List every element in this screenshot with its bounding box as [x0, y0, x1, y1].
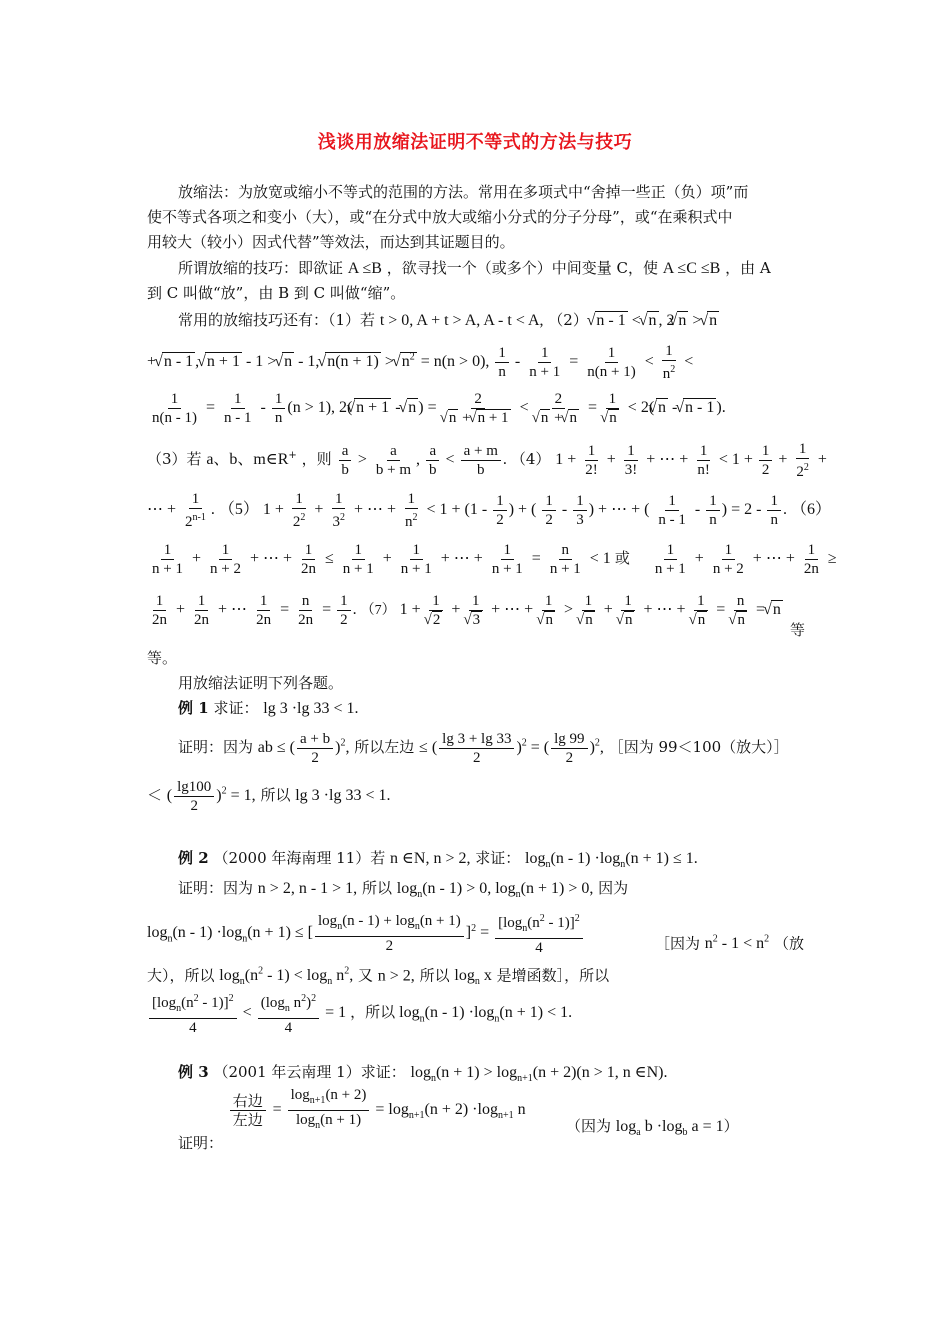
example-3-proof: 证明： $\frac{\text{右边}}{\text{左边}}$ = $\frac{\log_{n+1}(n + 2)}{\log_n(n + 1)}$ = $\log_{n+1}(n + 2) \cdot\log_{n+1}$ n — [178, 1087, 526, 1153]
example-3-reason-text: （因为 — [566, 1117, 612, 1135]
common-techniques-line — [178, 310, 719, 331]
example-2-header: 例 2 （2000 年海南理 11）若 n ∈N, n > 2, 求证： $\log_n(n - 1) \cdot\log_n(n + 1) \le 1$. — [178, 849, 698, 871]
example-2-proof-cond: n > 2, n - 1 > 1, — [257, 880, 358, 897]
example-1-proof: 证明：因为 ab ≤ ( $\frac{a + b}{2}$ )$^2$, 所以左边 ≤ ( $\frac{\lg 3 + \lg 33}{2}$ )$^2$ = ( $\frac{\lg 99}{2}$ )$^2$, ［因为 99＜100（放大）］ — [178, 731, 789, 766]
prove-intro: 用放缩法证明下列各题。 — [178, 674, 344, 692]
example-1-lt: ＜ — [147, 786, 163, 805]
inequality-a-le-b: A ≤B — [347, 260, 382, 277]
example-2-big: 大），所以 — [147, 966, 215, 985]
formula-row-6: $\frac{1}{n + 1}$ + $\frac{1}{n + 2}$ + ⋯ + $\frac{1}{2n}$ ≤ $\frac{1}{n + 1}$ + $\frac{1}{n + 1}$ + ⋯ + $\frac{1}{n + 1}$ = $\frac{n}{n + 1}$ < 1 或 $\frac{1}{n + 1}$ + $\frac{1}{n + 2}$ + ⋯ + $\frac{1}{2n}$ ≥ — [152, 542, 837, 577]
page-title: 浅谈用放缩法证明不等式的方法与技巧 — [317, 132, 633, 153]
example-3-right: 右边 — [230, 1092, 266, 1111]
example-1-reason: 因为 99＜100（放大） — [623, 738, 774, 757]
technique-line — [178, 258, 771, 279]
example-2-reason-a: ［因为 — [655, 934, 701, 953]
example-1-header — [178, 698, 359, 719]
item-3-label: （3）若 — [147, 450, 202, 469]
example-2-so: 所以 — [361, 879, 392, 897]
common-techniques-text: 常用的放缩技巧还有：（1）若 — [178, 311, 376, 329]
inequality-a-le-c-le-b: A ≤C ≤B — [662, 260, 721, 277]
item-4-label: （4） — [510, 450, 551, 469]
example-2-source: （2000 年海南理 11）若 — [213, 849, 386, 867]
intro-line-1: 放缩法：为放宽或缩小不等式的范围的方法。常用在多项式中“舍掉一些正（负）项”而 — [178, 183, 749, 201]
item-3-vars: a、b、m∈R — [206, 451, 289, 469]
item-7-label: （7） — [360, 603, 396, 619]
etc-text-1: 等 — [790, 621, 806, 639]
etc-text-2: 等。 — [147, 649, 178, 667]
formula-row-4: （3）若 a、b、m∈R+ ，则 $\frac{a}{b}$ > $\frac{a}{b + m}$ , $\frac{a}{b}$ < $\frac{a + m}{b}$ . （4） 1 + $\frac{1}{2!}$ + $\frac{1}{3!}$ + ⋯ + $\frac{1}{n!}$ < 1 + $\frac{1}{2}$ + $\frac{1}{2^2}$ + — [147, 441, 827, 480]
example-2-condition: n ∈N, n > 2, — [390, 850, 471, 867]
formula-row-3: $\frac{1}{n(n - 1)}$ = $\frac{1}{n - 1}$ - $\frac{1}{n}$ (n > 1), 2(√ n + 1 - √ n ) = 2 √ n + √ n + 1 < 2 √ n + √ n = 1 √ n < 2(√ n - √ n - 1 ). — [147, 390, 726, 427]
example-1-label: 例 1 — [178, 699, 209, 717]
intro-line-2: 使不等式各项之和变小（大），或“在分式中放大或缩小分式的分子分母”，或“在乘积式中 — [147, 208, 733, 226]
example-2-proof-3: 大），所以 $\log_n(n^2 - 1) < \log_n n^2$, 又 n > 2, 所以 $\log_n x$ 是增函数］，所以 — [147, 966, 610, 988]
example-2-proof-1: 证明：因为 n > 2, n - 1 > 1, 所以 $\log_n(n - 1) > 0$, $\log_n(n + 1) > 0$, 因为 — [178, 879, 629, 901]
example-2-reason-b: （放 — [773, 934, 804, 953]
example-3-reason: （因为 $\log_a b \cdot\log_b$ a = 1） — [566, 1117, 739, 1139]
example-2-reason: ［因为 $n^2 - 1 < n^2$ （放 — [655, 934, 804, 953]
item-2-label: （2） — [548, 311, 588, 329]
item-3-then: ，则 — [301, 450, 332, 469]
example-2-proof-4: $\frac{[\log_n(n^2 - 1)]^2}{4}$ < $\frac{(\log_n n^2)^2}{4}$ = 1 ，所以 $\log_n(n - 1) \cdot\log_n(n + 1) < 1$. — [147, 990, 572, 1037]
example-3-left: 左边 — [232, 1110, 263, 1129]
example-2-also: 又 — [357, 966, 373, 985]
item-5-label: （5） — [218, 501, 259, 519]
example-1-left-side: 所以左边 — [354, 738, 415, 757]
example-2-so-3: ，所以 — [350, 1003, 396, 1022]
technique-text-c: ，由 A — [725, 259, 771, 277]
example-3-source: （2001 年云南理 1）求证： — [213, 1063, 406, 1081]
formula-row-2: + √ n - 1 , √ n + 1 - 1 > √ n - 1, √ n(n + 1) > √ $n^2 = n(n > 0)$, $\frac{1}{n}$ - $\frac{1}{n + 1}$ = $\frac{1}{n(n + 1)}$ < $\frac{1}{n^2}$ < — [147, 342, 693, 383]
example-1-so: 所以 — [260, 786, 291, 805]
technique-text-a: 所谓放缩的技巧：即欲证 — [178, 259, 344, 277]
example-3-label: 例 3 — [178, 1063, 209, 1081]
example-2-because: 因为 — [598, 879, 629, 897]
formula-t2: √ n - 1 < √ n , 2√ n > √ n — [593, 312, 720, 329]
example-2-so-2: 所以 — [419, 966, 450, 985]
example-2-ask: 求证： — [475, 849, 521, 867]
technique-line-2: 到 C 叫做“放”，由 B 到 C 叫做“缩”。 — [147, 284, 406, 302]
example-2-proof-text: 证明：因为 — [178, 879, 254, 897]
formula-row-5: ⋯ + $\frac{1}{2^{n-1}}$ . （5） 1 + $\frac{1}{2^2}$ + $\frac{1}{3^2}$ + ⋯ + $\frac{1}{n^2}$ < 1 + (1 - $\frac{1}{2}$ ) + ( $\frac{1}{2}$ - $\frac{1}{3}$ ) + ⋯ + ( $\frac{1}{n - 1}$ - $\frac{1}{n}$ ) = 2 - $\frac{1}{n}$ . （6） — [147, 491, 831, 530]
formula-row-7: $\frac{1}{2n}$ + $\frac{1}{2n}$ + ⋯ $\frac{1}{2n}$ = $\frac{n}{2n}$ = $\frac{1}{2}$ . （7） 1 + 1 √ 2 + 1 √ 3 + ⋯ + 1 √ n > 1 √ n + 1 √ n + ⋯ + 1 √ n = n √ n = √ n — [147, 592, 783, 629]
example-1-conclusion: ＜ ( $\frac{\lg 100}{2}$ )$^2$ = 1, 所以 lg 3 ·lg 33 < 1. — [147, 779, 391, 814]
example-1-claim: lg 3 ·lg 33 < 1. — [263, 700, 359, 717]
example-1-final: lg 3 ·lg 33 < 1. — [295, 787, 391, 805]
example-2-proof-2: $\log_n(n - 1) \cdot\log_n(n + 1)$ ≤ [ $\frac{\log_n(n - 1) + \log_n(n + 1)}{2}$ ]$^2$ = $\frac{[\log_n(n^2 - 1)]^2}{4}$ — [147, 910, 585, 957]
example-2-label: 例 2 — [178, 849, 209, 867]
example-1-ask: 求证： — [213, 699, 259, 717]
intro-line-3: 用较大（较小）因式代替”等效法，而达到其证题目的。 — [147, 233, 515, 251]
example-3-proof-label: 证明： — [178, 1134, 224, 1153]
formula-t1: t > 0, A + t > A, A - t < A, — [379, 312, 544, 329]
example-2-increasing: 是增函数］，所以 — [496, 966, 610, 985]
item-6-label: （6） — [790, 501, 831, 519]
example-1-proof-text: 证明：因为 — [178, 738, 254, 757]
example-3-header: 例 3 （2001 年云南理 1）求证： $\log_n(n + 1) > \log_{n+1}(n + 2)(n > 1$, n ∈N). — [178, 1063, 668, 1085]
or-text: 或 — [614, 551, 630, 568]
technique-text-b: ，欲寻找一个（或多个）中间变量 C，使 — [386, 259, 658, 277]
